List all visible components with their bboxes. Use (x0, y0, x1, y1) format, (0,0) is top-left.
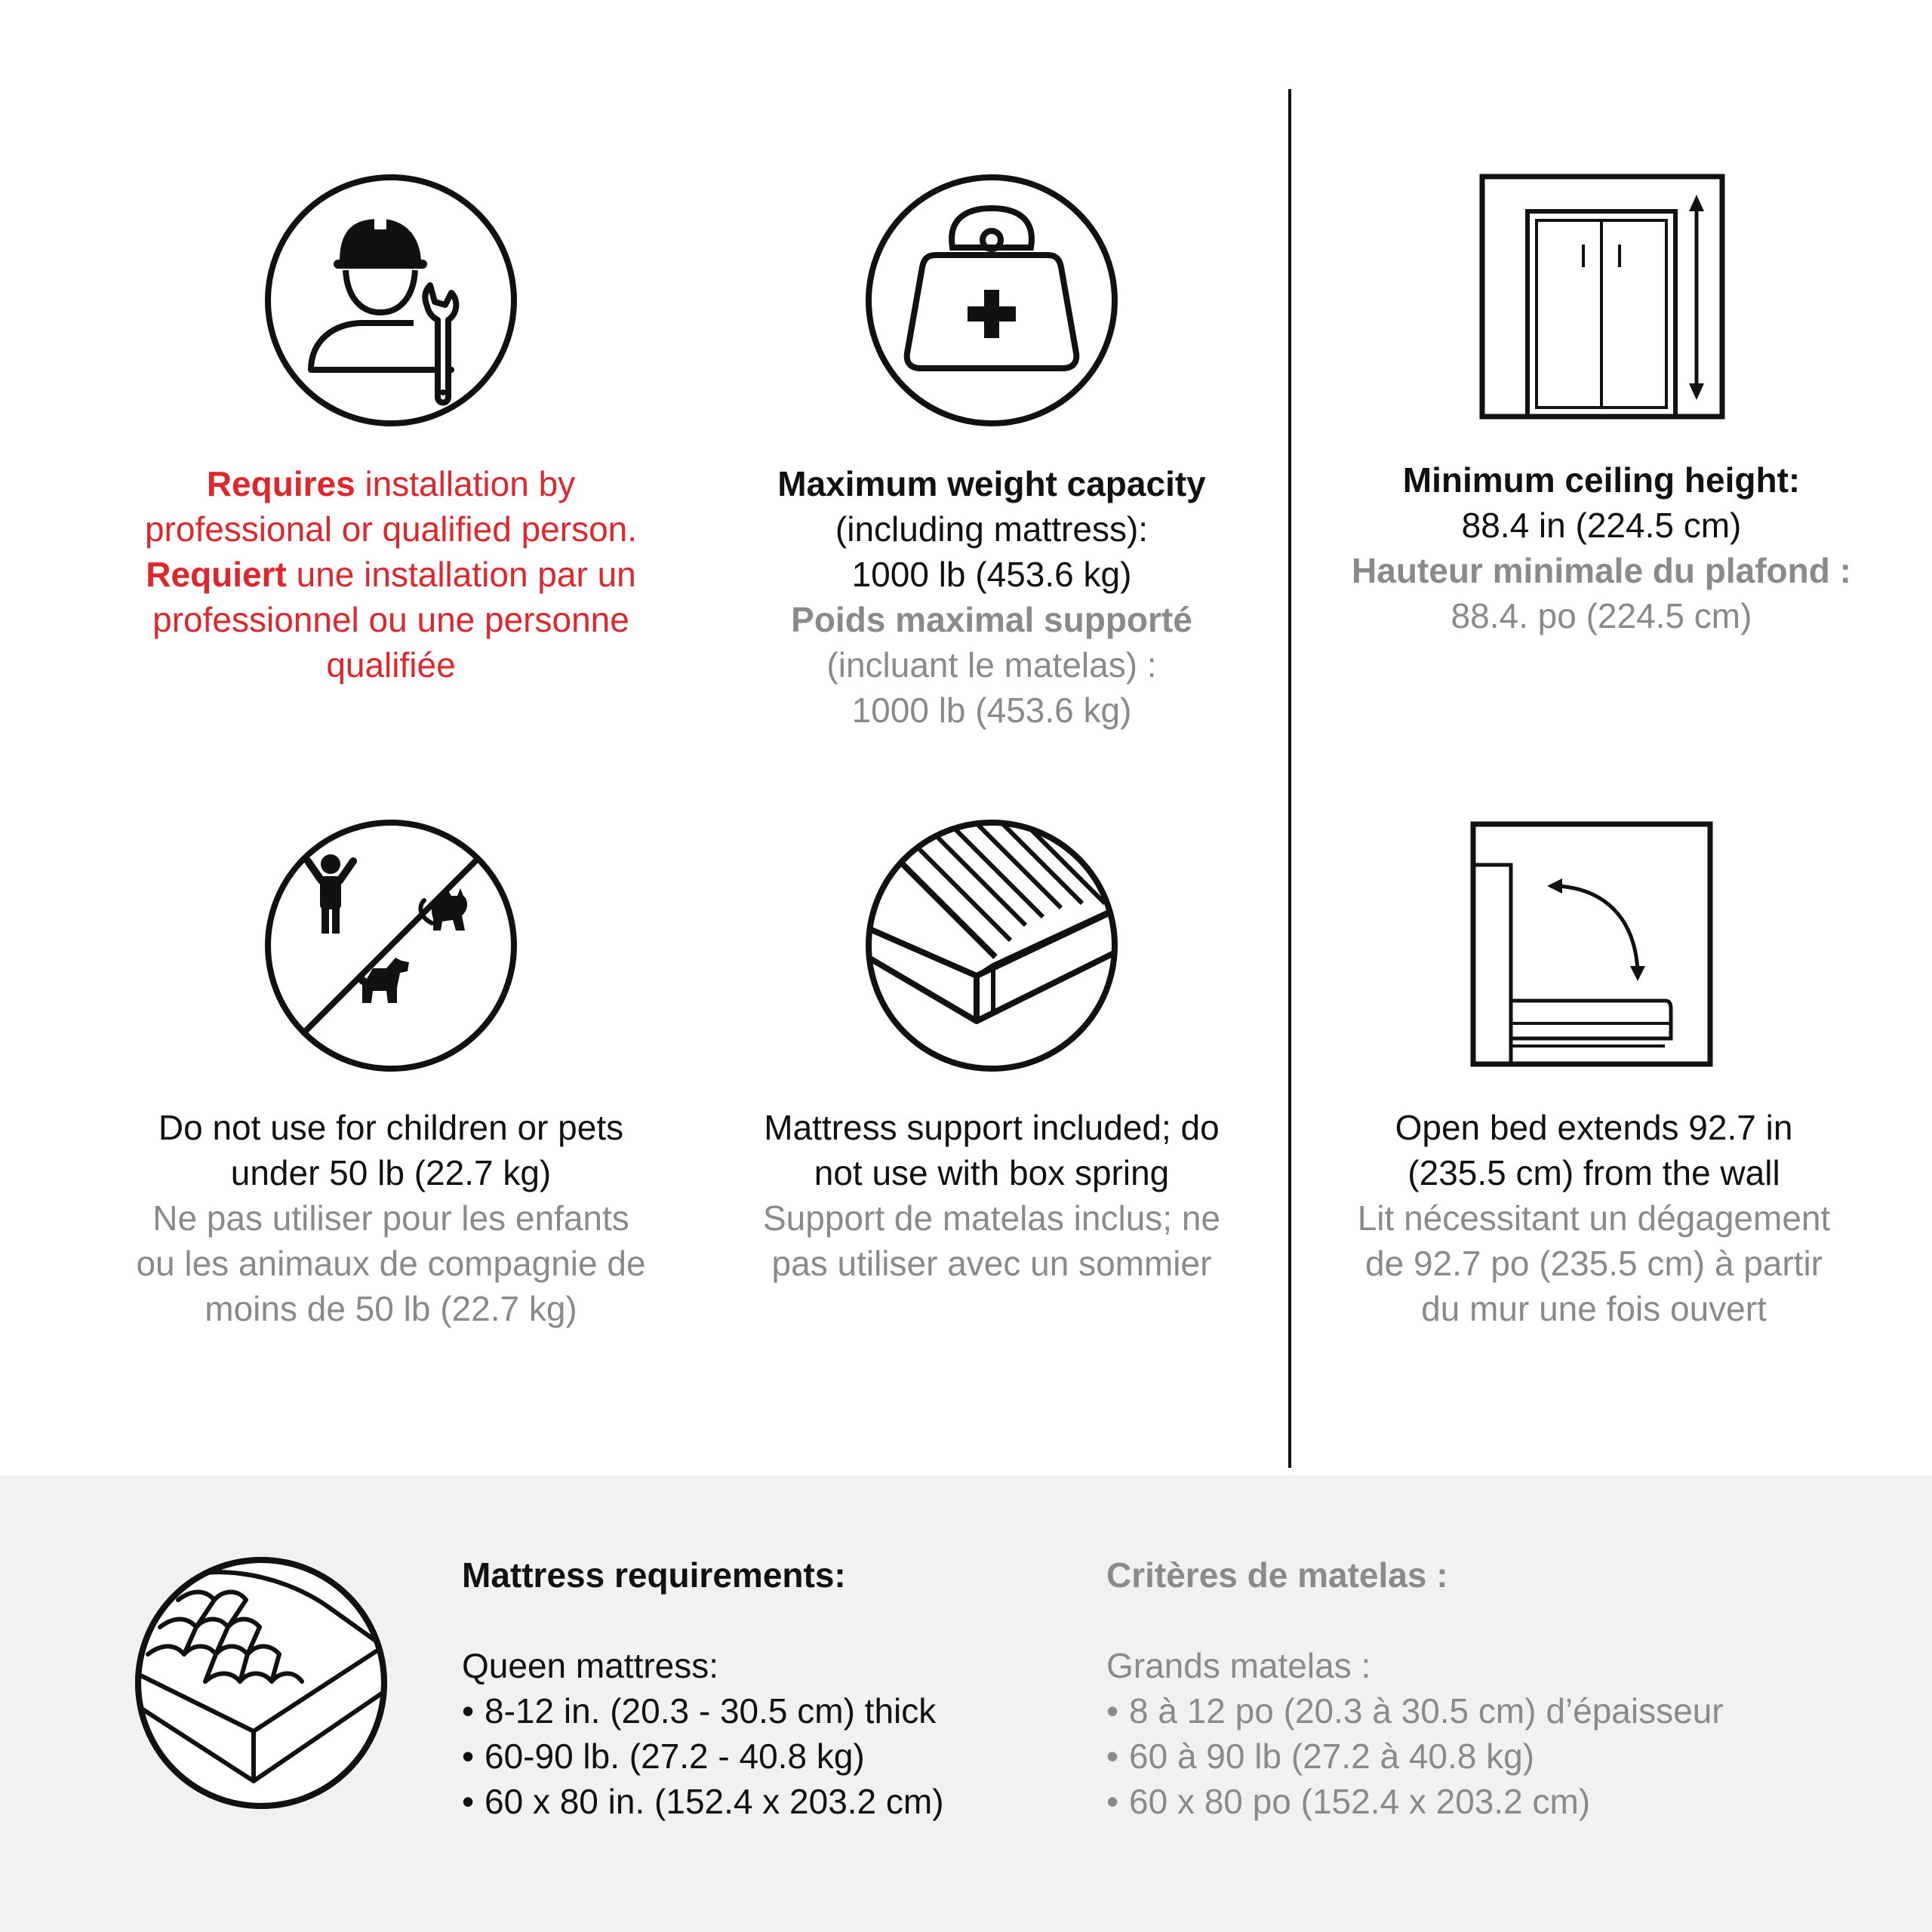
install-fr-line3: qualifiée (326, 645, 456, 685)
support-en-line2: not use with box spring (814, 1153, 1170, 1192)
ceiling-caption (1300, 457, 1903, 638)
bed-extension-icon (1469, 820, 1718, 1069)
install-en-line2: professional or qualified person. (144, 509, 638, 549)
children-caption (89, 1105, 693, 1331)
mattress-support-icon (863, 817, 1120, 1074)
extends-fr-line2: de 92.7 po (235.5 cm) à partir (1365, 1244, 1823, 1283)
children-en-line1: Do not use for children or pets (158, 1108, 624, 1147)
extends-caption (1292, 1105, 1896, 1331)
support-en-line1: Mattress support included; do (764, 1108, 1220, 1147)
extends-en-line1: Open bed extends 92.7 in (1395, 1108, 1793, 1147)
installer-icon (263, 172, 519, 429)
weight-en-title: Maximum weight capacity (777, 464, 1206, 503)
weight-caption (690, 461, 1294, 733)
mattress-fr-list (1106, 1688, 1724, 1824)
install-fr-bold: Requiert (146, 555, 287, 594)
weight-en-line3: 1000 lb (453.6 kg) (851, 555, 1132, 594)
ceiling-fr-line2: 88.4. po (224.5 cm) (1451, 596, 1752, 635)
mattress-en-subtitle: Queen mattress: (462, 1646, 719, 1685)
mattress-requirements-panel (0, 1475, 1932, 1932)
weight-fr-title: Poids maximal supporté (791, 600, 1192, 639)
support-fr-line1: Support de matelas inclus; ne (762, 1198, 1221, 1238)
children-en-line2: under 50 lb (22.7 kg) (230, 1153, 552, 1192)
list-item: • 60 à 90 lb (27.2 à 40.8 kg) (1106, 1734, 1724, 1779)
install-caption (89, 461, 693, 688)
support-caption (690, 1105, 1294, 1286)
mattress-en-list (462, 1688, 944, 1824)
ceiling-fr-title: Hauteur minimale du plafond : (1352, 551, 1851, 590)
ceiling-en-line2: 88.4 in (224.5 cm) (1461, 506, 1742, 545)
install-fr-line2: professionnel ou une personne (152, 600, 629, 639)
ceiling-height-icon (1478, 172, 1727, 421)
weight-en-line2: (including mattress): (835, 509, 1149, 549)
weight-fr-line2: (incluant le matelas) : (826, 645, 1157, 685)
extends-fr-line3: du mur une fois ouvert (1421, 1289, 1767, 1328)
mattress-en-title: Mattress requirements: (462, 1555, 846, 1595)
extends-en-line2: (235.5 cm) from the wall (1407, 1153, 1780, 1192)
list-item: • 8 à 12 po (20.3 à 30.5 cm) d’épaisseur (1106, 1688, 1724, 1734)
support-fr-line2: pas utiliser avec un sommier (771, 1244, 1212, 1283)
list-item: • 60 x 80 in. (152.4 x 203.2 cm) (462, 1779, 944, 1824)
weight-capacity-icon (863, 172, 1120, 429)
children-fr-line3: moins de 50 lb (22.7 kg) (205, 1289, 577, 1328)
install-en-rest: installation by (355, 464, 576, 503)
mattress-icon (133, 1555, 389, 1811)
children-fr-line1: Ne pas utiliser pour les enfants (152, 1198, 629, 1238)
no-children-pets-icon (263, 817, 519, 1074)
list-item: • 8-12 in. (20.3 - 30.5 cm) thick (462, 1688, 944, 1734)
mattress-requirements-fr (1106, 1552, 1724, 1824)
mattress-requirements-en (462, 1552, 944, 1824)
install-en-bold: Requires (206, 464, 355, 503)
extends-fr-line1: Lit nécessitant un dégagement (1357, 1198, 1831, 1238)
weight-fr-line3: 1000 lb (453.6 kg) (851, 691, 1132, 730)
install-fr-rest: une installation par un (286, 555, 636, 594)
list-item: • 60 x 80 po (152.4 x 203.2 cm) (1106, 1779, 1724, 1824)
children-fr-line2: ou les animaux de compagnie de (136, 1244, 646, 1283)
list-item: • 60-90 lb. (27.2 - 40.8 kg) (462, 1734, 944, 1779)
mattress-fr-subtitle: Grands matelas : (1106, 1646, 1371, 1685)
mattress-fr-title: Critères de matelas : (1106, 1555, 1448, 1595)
ceiling-en-title: Minimum ceiling height: (1402, 460, 1801, 500)
